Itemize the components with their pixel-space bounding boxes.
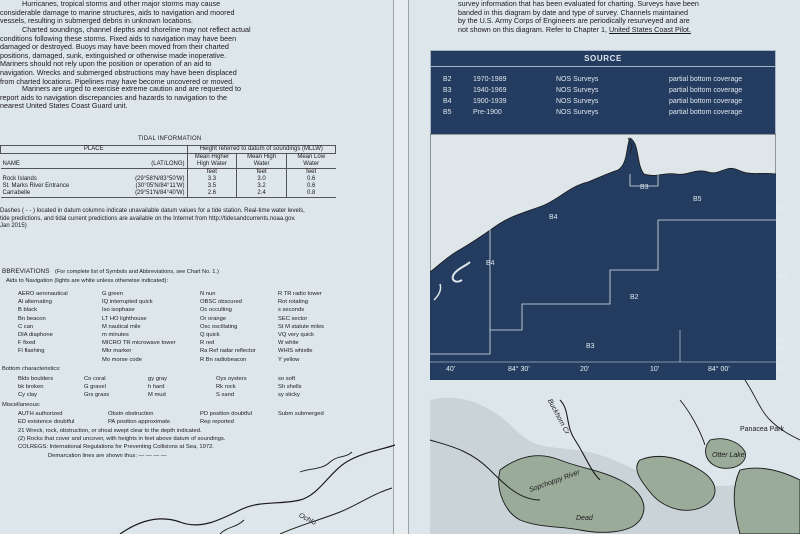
list-item: Rot rotating [278,299,308,306]
miscellaneous-title: Miscellaneous: [2,402,41,408]
list-item: gy gray [148,376,168,382]
survey-diagram-map [430,134,776,380]
list-item: G green [102,291,123,297]
mhhw-header: Mean Higher High Water [187,154,237,169]
region-label: B2 [630,294,639,301]
list-item: so soft [278,376,296,382]
list-item: Bn beacon [18,315,46,322]
misc-column-2: Obstn obstruction PA position approximate [108,411,171,426]
misc-lines: 21 Wreck, rock, obstruction, or shoal swept clear to the depth indicated. (2) Rocks that cover and uncover, with heights in feet above datum of soundings. COLREGS: International Regulations for Preventing Collisions at Sea, 1972. Demarcation lines are shown thus: — — — — [18,428,226,459]
abbreviations-title: BBREVIATIONS (For complete list of Symbols and Abbreviations, see Chart No. 1.) [2,268,219,275]
list-item: Mkr marker [102,348,132,355]
mlw-header: Mean Low Water [286,154,335,169]
source-divider [431,66,775,67]
table-row: Rock Islands (29°58'N/83°50'W) 3.3 3.0 0.6 [2,176,316,182]
bottom-characteristics-title: Bottom characteristics: [2,366,61,372]
list-item: Oys oysters [216,376,247,382]
list-item: Or orange [200,315,227,322]
region-label: B5 [693,196,702,203]
list-item: M mud [148,392,166,399]
lat-tick-label: 00' [778,206,788,213]
list-item: SEC sector [278,315,308,322]
place-label: Ochlo [297,512,317,527]
list-item: St M statute miles [278,323,325,330]
list-item: S sand [216,392,235,399]
place-label: Otter Lake [712,452,745,459]
lon-tick-label: 84° 30' [508,366,530,373]
list-item: B black [18,307,38,314]
charted-soundings-paragraph: Charted soundings, channel depths and shoreline may not reflect actual conditions following these storms. Fixed aids to navigation may have been damaged or destroyed. Buoys may have been moved from their charted positions, damaged, sunk, extinguished or otherwise made inoperative. Mariners should not rely upon the position or operation of an aid to navigation. Wrecks and submerged obstructions may have been displaced from charted locations. Pipelines may have become uncovered or moved. [0,25,251,86]
list-item: B2 1970-1989 NOS Surveys partial bottom coverage [443,76,743,83]
list-item: s seconds [278,307,305,314]
lon-tick-label: 40' [446,366,456,373]
list-item: VQ very quick [278,331,315,338]
aids-subtitle: Aids to Navigation (lights are white unless otherwise indicated): [6,278,169,284]
list-item: DIA diaphone [18,331,53,338]
lat-tick-label: 29° 40' [776,338,787,353]
list-item: N nun [200,291,216,297]
list-item: Sh shells [278,384,302,391]
list-item: Cy clay [18,392,38,399]
source-title: SOURCE [584,54,622,63]
region-label: B4 [486,260,495,267]
list-item: AERO aeronautical [18,291,68,297]
survey-info-paragraph: survey information that has been evaluated for charting. Surveys have been banded in this diagram by date and type of survey. Channels maintained by the U.S. Army Corps of Engineers are periodically resurveyed and are not shown on this diagram. Refer to Chapter 1, United States Coast Pilot. [458,0,699,34]
unit-label: feet [306,169,317,175]
name-header: NAME [1,154,115,169]
mariners-caution-paragraph: Mariners are urged to exercise extreme caution and are requested to report aids to navigation discrepancies and hazards to navigation to the nearest United States Coast Guard unit. [0,84,241,111]
river-line [220,520,244,534]
lon-tick-label: 10' [650,366,660,373]
list-item: OBSC obscured [200,299,242,306]
list-item: Ra Ref radar reflector [200,348,256,355]
tidal-notes: Dashes ( - - ) located in datum columns indicate unavailable datum values for a tide station. Real-time water levels, tide predictions, and tidal current predictions are available on the Internet from http://tidesandcurrents.noaa.gov. Jan 2015) [0,208,305,230]
height-header: Height referred to datum of soundings (MLLW) [187,146,335,154]
mhw-header: Mean High Water [237,154,287,169]
list-item: Blds boulders [18,376,54,382]
list-item: B3 1940-1969 NOS Surveys partial bottom coverage [443,87,743,94]
list-item: Q quick [200,331,220,338]
tidal-information-title: TIDAL INFORMATION [138,136,202,142]
list-item: Mo morse code [102,356,142,363]
region-label: B3 [640,184,649,191]
list-item: bk broken [18,384,44,391]
region-label: B3 [586,343,595,350]
list-item: LT HO lighthouse [102,315,147,322]
list-item: IQ interrupted quick [102,299,153,306]
river-line [280,488,392,534]
unit-label: feet [187,169,237,177]
place-label: Panacea Park [740,426,784,433]
place-label: Buckhorn Cr [545,398,571,436]
list-item: Co coral [84,376,106,382]
river-line [300,452,352,472]
list-item: m minutes [102,331,129,338]
list-item: sy sticky [278,392,300,399]
marsh-area [734,468,800,534]
list-item: M nautical mile [102,323,141,330]
list-item: MICRO TR microwave tower [102,340,176,347]
list-item: R Bn radiobeacon [200,356,247,363]
list-item: C can [18,323,34,330]
list-item: Rk rock [216,384,236,391]
misc-column-4: Subm submerged [278,411,324,417]
source-legend [430,50,776,135]
list-item: B4 1900-1939 NOS Surveys partial bottom coverage [443,98,743,105]
list-item: W white [278,340,299,347]
road-line [680,400,705,445]
list-item: Y yellow [278,356,300,363]
lon-tick-label: 20' [580,366,590,373]
list-item: h hard [148,384,165,391]
list-item: Oc occulting [200,307,232,314]
river-line [120,445,395,534]
list-item: Iso isophase [102,307,135,314]
place-header: PLACE [1,146,188,154]
demarcation-line-note: Demarcation lines are shown thus: — — — — [48,452,167,459]
coast-pilot-link[interactable]: United States Coast Pilot. [609,24,691,34]
table-row: St. Marks River Entrance (30°05'N/84°11'W) 3.5 3.2 0.6 [2,183,316,189]
table-row: Carrabelle (29°51'N/84°40'W) 2.6 2.4 0.8 [1,190,336,198]
storm-warning-paragraph: Hurricanes, tropical storms and other major storms may cause considerable damage to marine structures, aids to navigation and moored vessels, resulting in submerged debris in unknown locations. [0,0,235,26]
list-item: F fixed [18,340,36,347]
list-item: G gravel [84,384,106,391]
place-label: Dead [576,515,593,522]
lat-tick-label: 50' [778,274,788,281]
misc-column-3: PD position doubtful Rep reported [200,411,252,426]
list-item: R red [200,340,215,347]
latlong-header: (LAT/LONG) [115,154,187,169]
region-label: B4 [549,214,558,221]
list-item: B5 Pre-1900 NOS Surveys partial bottom coverage [443,109,743,116]
list-item: R TR radio tower [278,291,322,297]
lon-tick-label: 84° 00' [708,366,730,373]
misc-column-1: AUTH authorized ED existence doubtful [18,411,75,426]
list-item: WHIS whistle [278,348,313,355]
list-item: Fl flashing [18,348,45,355]
list-item: Grs grass [84,392,110,399]
lat-tick-label: 50' [778,366,788,373]
unit-label: feet [237,169,287,177]
list-item: Osc oscillating [200,323,238,330]
list-item: Al alternating [18,299,52,306]
place-label: Sopchoppy River [528,469,581,494]
